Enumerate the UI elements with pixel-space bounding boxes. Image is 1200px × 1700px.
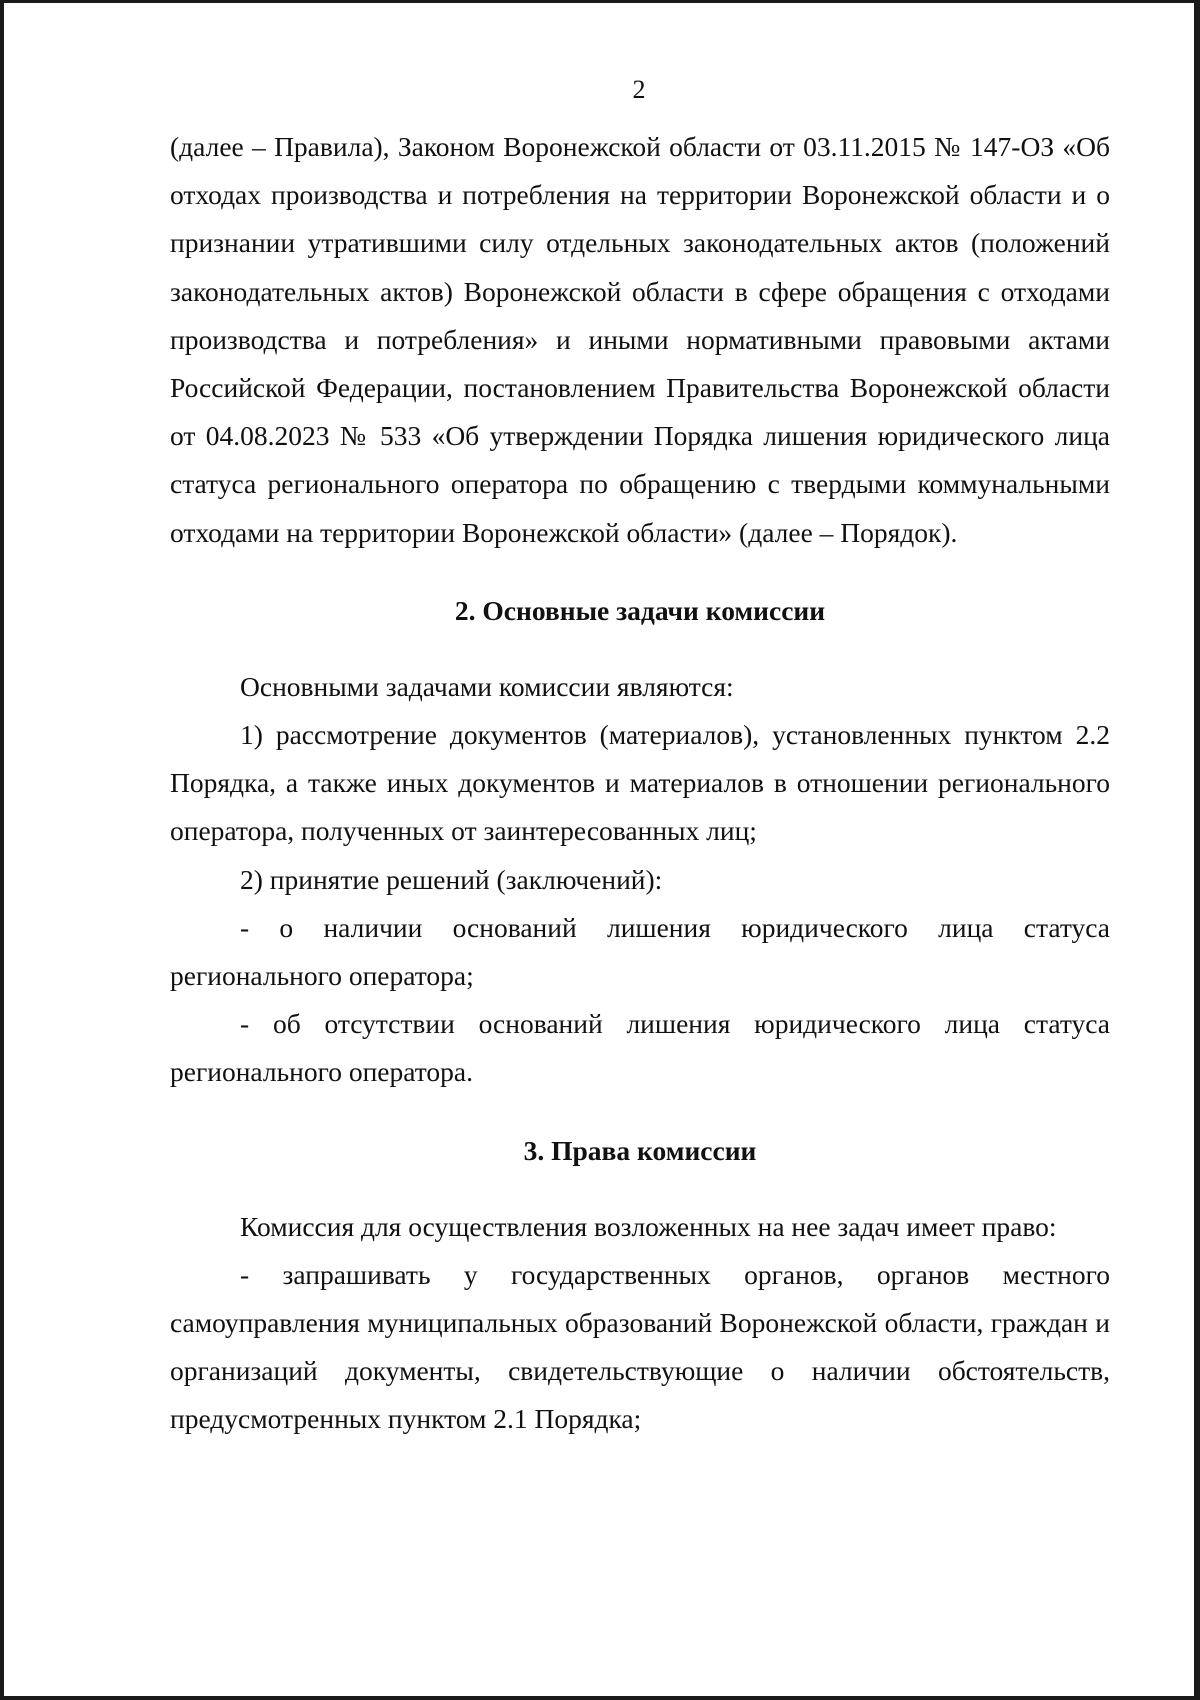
section-2-lead: Основными задачами комиссии являются: xyxy=(240,670,734,702)
document-body xyxy=(170,123,1110,1444)
section-3-item-1: - запрашивать у государственных органов, органов местного самоуправления муниципальных образований Воронежской области, граждан и организаций документы, свидетельствующие о наличии обстоятельств, предусмотренных пунктом 2.1 Порядка; xyxy=(170,1258,1110,1435)
section-2-item-1: 1) рассмотрение документов (материалов), установленных пунктом 2.2 Порядка, а также иных документов и материалов в отношении регионального оператора, полученных от заинтересованных лиц; xyxy=(170,719,1110,847)
intro-paragraph: (далее – Правила), Законом Воронежской области от 03.11.2015 № 147-ОЗ «Об отходах производства и потребления на территории Воронежской области и о признании утратившими силу отдельных законодательных актов (положений законодательных актов) Воронежской области в сфере обращения с отходами производства и потребления» и иными нормативными правовыми актами Российской Федерации, постановлением Правительства Воронежской области от 04.08.2023 № 533 «Об утверждении Порядка лишения юридического лица статуса регионального оператора по обращению с твердыми коммунальными отходами на территории Воронежской области» (далее – Порядок). xyxy=(170,131,1110,548)
section-2-title: 2. Основные задачи комиссии xyxy=(454,594,826,626)
section-2-item-2a: - о наличии оснований лишения юридического лица статуса регионального оператора; xyxy=(170,911,1110,992)
page-number: 2 xyxy=(632,75,646,104)
section-3-title: 3. Права комиссии xyxy=(523,1134,757,1166)
section-2-item-2b: - об отсутствии оснований лишения юридического лица статуса регионального оператора. xyxy=(170,1008,1110,1088)
section-2-item-2: 2) принятие решений (заключений): xyxy=(240,863,663,895)
section-3-lead: Комиссия для осуществления возложенных на нее задач имеет право: xyxy=(240,1210,1057,1242)
